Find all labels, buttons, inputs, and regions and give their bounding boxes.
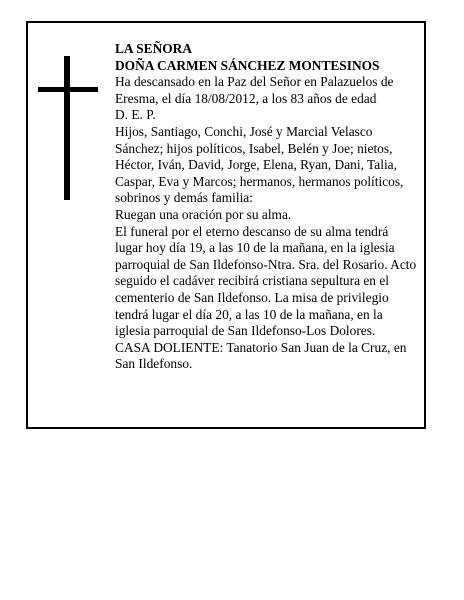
prayer-request: Ruegan una oración por su alma. — [115, 206, 292, 222]
family-members: Hijos, Santiago, Conchi, José y Marcial Velasco Sánchez; hijos políticos, Isabel, Belén y Joe; nietos, Héctor, Iván, David, Jorge, Elena, Ryan, Dani, Talia, Caspar, Eva y Marcos; hermanos, hermanos políticos, sobrinos y demás familia: — [115, 123, 404, 206]
obituary-notice — [26, 21, 426, 429]
death-announcement: Ha descansado en la Paz del Señor en Palazuelos de Eresma, el día 18/08/2012, a los 83 años de edad — [115, 74, 394, 106]
notice-title-line1: LA SEÑORA — [115, 41, 193, 56]
cross-vertical-bar — [64, 56, 70, 200]
mourning-house: CASA DOLIENTE: Tanatorio San Juan de la Cruz, en San Ildefonso. — [115, 339, 407, 372]
funeral-details: El funeral por el eterno descanso de su alma tendrá lugar hoy día 19, a las 10 de la mañana, en la iglesia parroquial de San Ildefonso-Ntra. Sra. del Rosario. Acto seguido el cadáver recibirá cristiana sepultura en el cementerio de San Ildefonso. La misa de privilegio tendrá lugar el día 20, a las 10 de la mañana, en la iglesia parroquial de San Ildefonso-Los Dolores. — [115, 223, 417, 339]
cross-icon — [38, 56, 98, 200]
notice-text — [115, 41, 417, 373]
deceased-name: DOÑA CARMEN SÁNCHEZ MONTESINOS — [115, 57, 380, 73]
cross-horizontal-bar — [38, 87, 98, 92]
rip-abbreviation: D. E. P. — [115, 107, 156, 123]
